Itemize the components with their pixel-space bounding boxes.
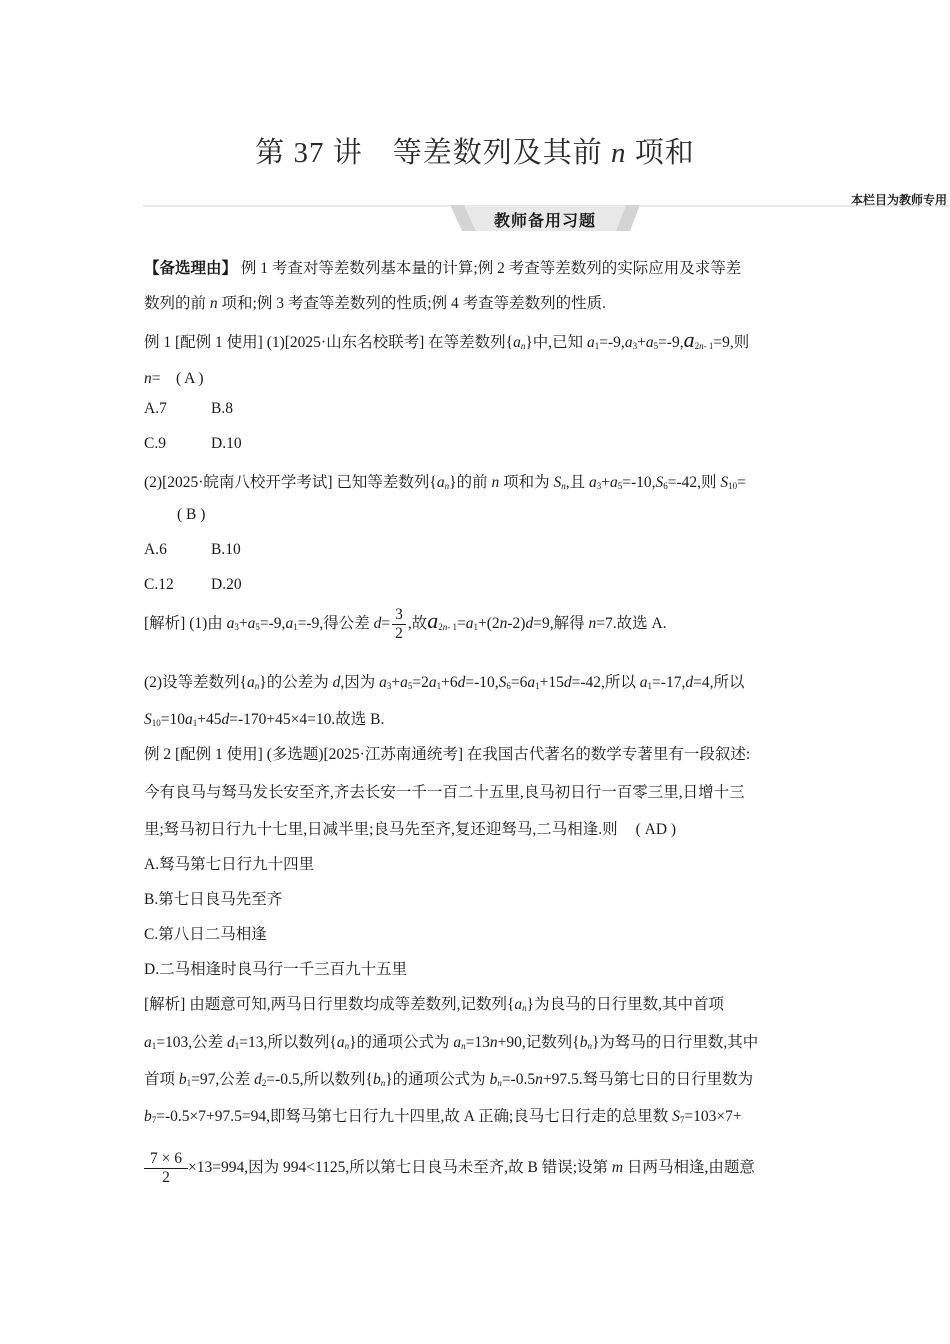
ex1-header: 例 1 [配例 1 使用] (1)[2025·山东名校联考] 在等差数列$\{a_n\}$中,已知 $a_1=-9,a_3+a_5=-9,a_{2n- 1}=9$,则 <box>144 327 750 352</box>
ex2-line-3: 里;驽马初日行九十七里,日减半里;良马先至齐,复还迎驽马,二马相逢.则 ( AD ) <box>144 821 677 838</box>
ex1-p2-opt-a: A.6 <box>144 541 167 558</box>
ex2-opt-a: A.驽马第七日行九十四里 <box>144 856 315 873</box>
banner-label: 教师备用习题 <box>493 211 596 230</box>
section-banner <box>450 205 640 231</box>
ex1-p2-opt-b: B.10 <box>211 541 241 558</box>
reason-line-2: 数列的前 n 项和;例 3 考查等差数列的性质;例 4 考查等差数列的性质. <box>144 295 607 312</box>
ex1-solution-2b: $S_{10}=10a_1+45d=-170+45\times 4=10$.故选 B. <box>144 711 385 728</box>
ex1-opt-c: C.9 <box>144 435 166 452</box>
ex2-solution-1: [解析] 由题意可知,两马日行里数均成等差数列,记数列$\{a_n\}$为良马的日行里数,其中首项 <box>144 996 724 1013</box>
ex2-opt-c: C.第八日二马相逢 <box>144 926 267 943</box>
reason-line-1: 【备选理由】 例 1 考查对等差数列基本量的计算;例 2 考查等差数列的实际应用及求等差 <box>144 260 742 277</box>
ex2-solution-3: 首项 $b_1=97$,公差 $d_2=-0.5$,所以数列$\{b_n\}$的通项公式为 $b_n=-0.5n+97.5$.驽马第七日的日行里数为 <box>144 1071 754 1088</box>
ex1-solution-2: (2)设等差数列$\{a_n\}$的公差为 d,因为 $a_3+a_5=2a_1+6d=-10,S_6=6a_1+15d=-42$,所以 $a_1=-17,d=4$,所以 <box>144 674 745 691</box>
ex2-solution-5: $\frac{7 \times 6}{2}$ ×13=994,因为 994<1125,所以第七日良马未至齐,故 B 错误;设第 m 日两马相逢,由题意 <box>144 1150 755 1187</box>
ex1-opt-b: B.8 <box>211 400 233 417</box>
ex1-opt-a: A.7 <box>144 400 167 417</box>
page-title: 第 37 讲 等差数列及其前 n 项和 <box>255 137 695 169</box>
ex1-p2-opt-d: D.20 <box>211 576 242 593</box>
ex1-opt-d: D.10 <box>211 435 242 452</box>
ex2-solution-2: $a_1=103$,公差 $d_1=13$,所以数列$\{a_n\}$的通项公式为 $a_n=13n+90$,记数列$\{b_n\}$为驽马的日行里数,其中 <box>144 1034 759 1051</box>
fraction: $\frac{7 \times 6}{2}$ <box>144 1150 188 1187</box>
fraction: $\frac{3}{2}$ <box>392 606 406 643</box>
teacher-only-note: 本栏目为教师专用 <box>850 193 947 207</box>
ex1-part2: (2)[2025·皖南八校开学考试] 已知等差数列$\{a_n\}$的前 n 项和为 $S_n$,且 $a_3+a_5=-10,S_6=-42$,则 $S_{10}=$ <box>144 474 746 491</box>
ex1-part2-answer: ( B ) <box>177 506 206 523</box>
ex2-line-2: 今有良马与驽马发长安至齐,齐去长安一千一百二十五里,良马初日行一百零三里,日增十三 <box>144 784 745 801</box>
ex2-opt-d: D.二马相逢时良马行一千三百九十五里 <box>144 961 408 978</box>
ex1-p2-opt-c: C.12 <box>144 576 174 593</box>
ex1-n-line: n= ( A ) <box>144 370 204 387</box>
ex2-header: 例 2 [配例 1 使用] (多选题)[2025·江苏南通统考] 在我国古代著名的数学专著里有一段叙述: <box>144 746 751 763</box>
ex2-solution-4: $b_7=-0.5\times 7+97.5=94$,即驽马第七日行九十四里,故 A 正确;良马七日行走的总里数 $S_7=103\times 7+$ <box>144 1108 742 1125</box>
ex1-solution-1: [解析] (1)由 $a_3+a_5=-9,a_1=-9$,得公差 d= $\frac{3}{2}$ ,故$a_{2n- 1}=a_1+(2n-2)d=9$,解得 n=7.故选 A. <box>144 606 667 642</box>
ex2-opt-b: B.第七日良马先至齐 <box>144 891 283 908</box>
